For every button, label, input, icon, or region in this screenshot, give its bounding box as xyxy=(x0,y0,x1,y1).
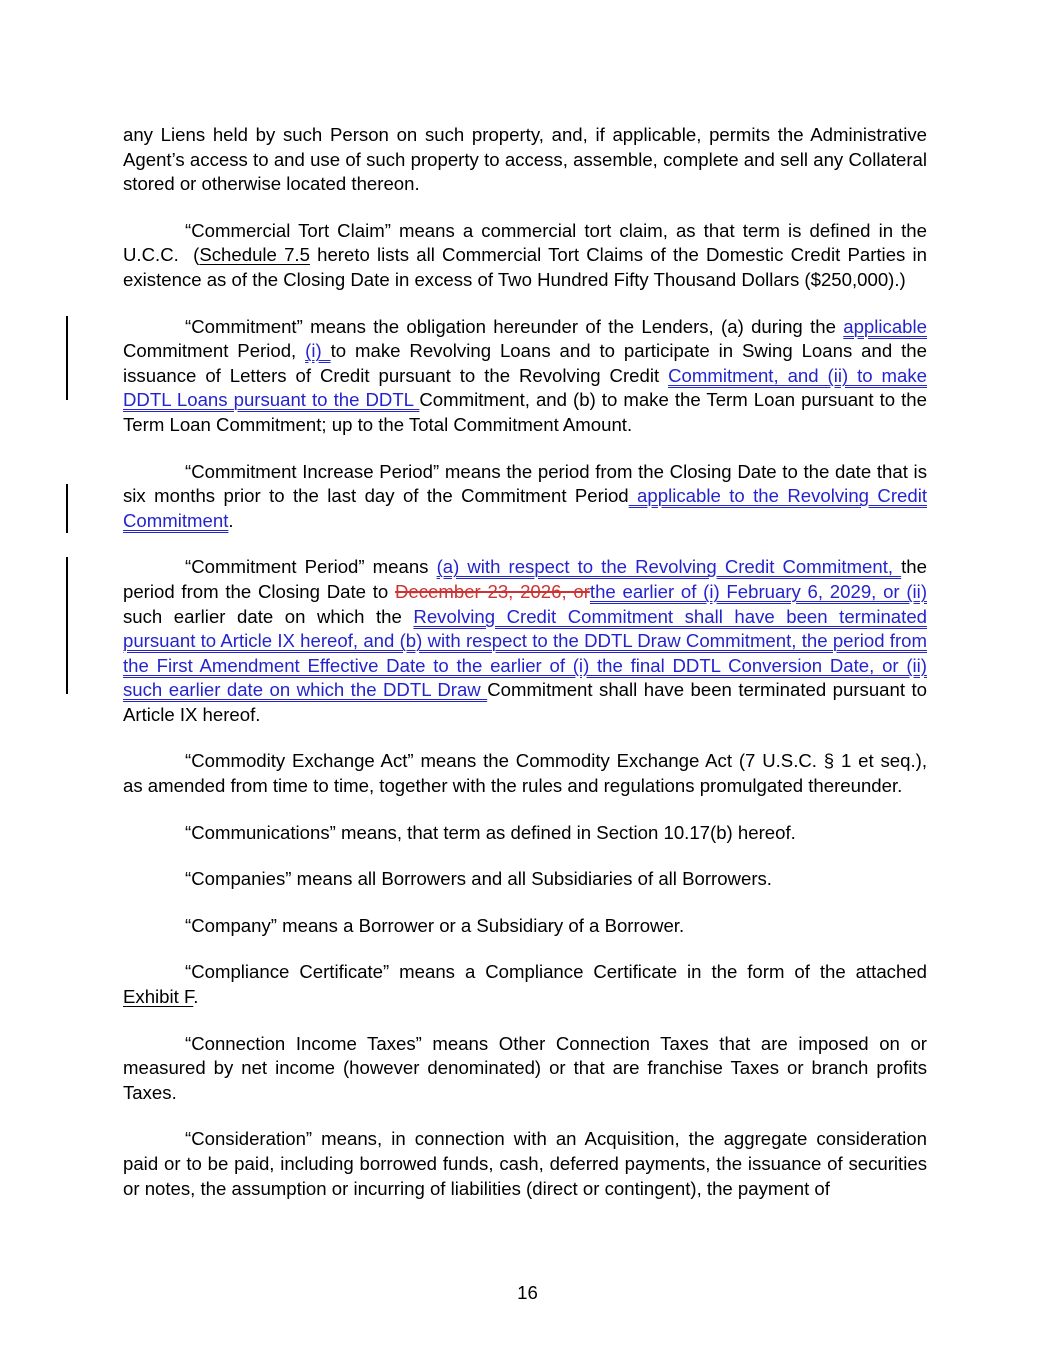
text-run: “Connection Income Taxes” means Other Connection Taxes that are imposed on or measured by net income (however denominated) or that are franchise Taxes or branch profits Taxes. xyxy=(123,1032,927,1103)
paragraph-changed xyxy=(123,555,927,727)
text-run: “Commercial Tort Claim” means a commercial tort claim, as that term is defined in the U.C.C. ( xyxy=(123,219,927,266)
text-run: . xyxy=(193,986,199,1008)
underlined-text: Exhibit F xyxy=(123,986,194,1008)
paragraph-changed xyxy=(123,315,927,438)
inserted-text: (a) with respect to the Revolving Credit Commitment, xyxy=(436,556,902,578)
text-run: Commitment, and (b) to make the Term Loan pursuant to the Term Loan Commitment; up to the Total Commitment Amount. xyxy=(123,389,927,435)
text-run: . xyxy=(228,509,234,531)
text-run: “Commodity Exchange Act” means the Commodity Exchange Act (7 U.S.C. § 1 et seq.), as amended from time to time, together with the rules and regulations promulgated thereunder. xyxy=(123,750,927,797)
paragraph xyxy=(123,914,927,939)
paragraph xyxy=(123,1032,927,1106)
inserted-text: (i) xyxy=(305,340,331,362)
paragraph xyxy=(123,821,927,846)
change-bar xyxy=(66,316,68,400)
text-run: to make Revolving Loans and to participate in Swing Loans and the issuance of Letters of Credit pursuant to the Revolving Credit xyxy=(123,340,927,386)
text-run: Commitment shall have been terminated pursuant to Article IX hereof. xyxy=(123,679,928,725)
text-run: “Commitment Increase Period” means the period from the Closing Date to the date that is six months prior to the last day of the Commitment Period xyxy=(123,460,927,507)
change-bar xyxy=(66,484,68,533)
paragraph xyxy=(123,749,927,798)
text-run: Commitment Period, xyxy=(123,340,306,362)
paragraph xyxy=(123,123,927,197)
text-run: “Commitment Period” means xyxy=(185,556,437,578)
text-run: any Liens held by such Person on such property, and, if applicable, permits the Administrative Agent’s access to and use of such property to access, assemble, complete and sell any Collateral stored or otherwise located thereon. xyxy=(123,124,927,195)
text-run: “Companies” means all Borrowers and all Subsidiaries of all Borrowers. xyxy=(185,868,772,890)
underlined-text: Schedule 7.5 xyxy=(199,244,310,266)
paragraph xyxy=(123,960,927,1009)
inserted-text: Revolving Credit Commitment shall have been terminated pursuant to Article IX hereof, and (b) with respect to the DDTL Draw Commitment, the period from the First Amendment Effective Date to the earlier of (i) the final DDTL Conversion Date, or (ii) such earlier date on which the DDTL Draw xyxy=(123,605,927,701)
inserted-text: applicable xyxy=(843,315,927,337)
page-number: 16 xyxy=(517,1282,538,1303)
text-run: “Compliance Certificate” means a Compliance Certificate in the form of the attached xyxy=(185,961,927,983)
inserted-text: applicable to the Revolving Credit Commitment xyxy=(123,485,927,531)
text-run: such earlier date on which the xyxy=(123,605,414,627)
text-run: “Communications” means, that term as defined in Section 10.17(b) hereof. xyxy=(185,821,796,843)
inserted-text: Commitment, and (ii) to make DDTL Loans pursuant to the DDTL xyxy=(123,364,927,411)
text-run: “Company” means a Borrower or a Subsidiary of a Borrower. xyxy=(185,914,685,936)
paragraph-changed xyxy=(123,460,927,534)
text-run: “Consideration” means, in connection with an Acquisition, the aggregate consideration paid or to be paid, including borrowed funds, cash, deferred payments, the issuance of securities or notes, the assumption or incurring of liabilities (direct or contingent), the payment of xyxy=(123,1128,927,1199)
text-run: the period from the Closing Date to xyxy=(123,556,927,602)
inserted-text: the earlier of (i) February 6, 2029, or (ii) xyxy=(589,580,928,602)
text-run: hereto lists all Commercial Tort Claims of the Domestic Credit Parties in existence as of the Closing Date in excess of Two Hundred Fifty Thousand Dollars ($250,000).) xyxy=(123,244,927,290)
change-bar xyxy=(66,557,68,694)
deleted-text: December 23, 2026, or xyxy=(394,580,590,602)
text-run: “Commitment” means the obligation hereunder of the Lenders, (a) during the xyxy=(185,315,844,337)
paragraph xyxy=(123,1127,927,1201)
paragraph xyxy=(123,867,927,892)
paragraph xyxy=(123,219,927,293)
document-body xyxy=(123,123,927,1223)
